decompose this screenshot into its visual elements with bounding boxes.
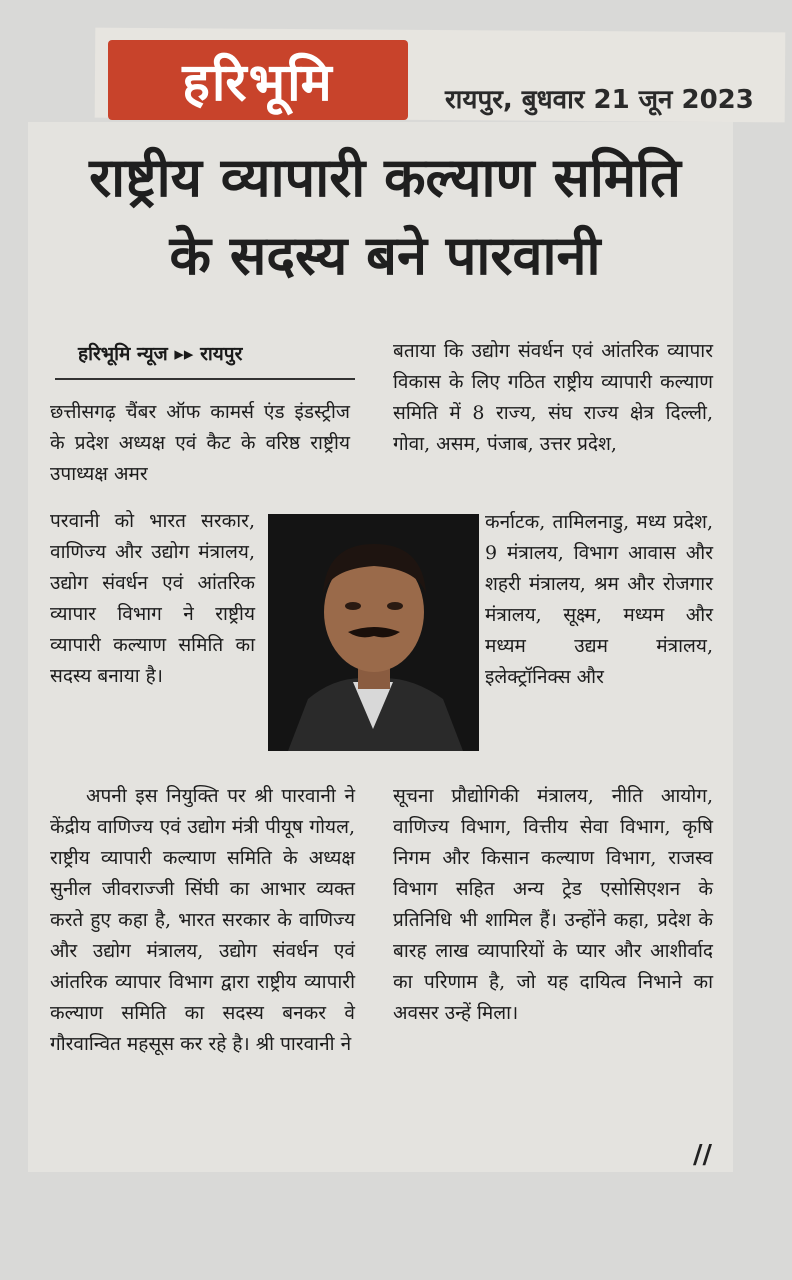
dateline: रायपुर, बुधवार 21 जून 2023 [445, 85, 754, 115]
newspaper-logo [108, 40, 408, 120]
paragraph: सूचना प्रौद्योगिकी मंत्रालय, नीति आयोग, वाणिज्य विभाग, वित्तीय सेवा विभाग, कृषि निगम और किसान कल्याण विभाग, राजस्व विभाग सहित अन्य ट्रेड एसोसिएशन के प्रतिनिधि भी शामिल हैं। उन्होंने कहा, प्रदेश के बारह लाख व्यापारियों के प्यार और आशीर्वाद का परिणाम है, जो यह दायित्व निभाने का अवसर उन्हें मिला। [393, 785, 713, 1024]
left-column-bottom [50, 781, 355, 1060]
left-column-side [50, 506, 255, 692]
headline-line-1: राष्ट्रीय व्यापारी कल्याण समिति [89, 145, 681, 209]
byline-rule [55, 378, 355, 380]
paragraph: परवानी को भारत सरकार, वाणिज्य और उद्योग मंत्रालय, उद्योग संवर्धन एवं आंतरिक व्यापार विभाग ने राष्ट्रीय व्यापारी कल्याण समिति का सदस्य बनाया है। [50, 510, 255, 687]
logo-text: हरिभूमि [182, 52, 334, 113]
portrait-illustration [268, 514, 479, 751]
paragraph: अपनी इस नियुक्ति पर श्री पारवानी ने केंद्रीय वाणिज्य एवं उद्योग मंत्री पीयूष गोयल, राष्ट्रीय व्यापारी कल्याण समिति के अध्यक्ष सुनील जीवराज्जी सिंघी का आभार व्यक्त करते हुए कहा है, भारत सरकार के वाणिज्य और उद्योग मंत्रालय, उद्योग संवर्धन एवं आंतरिक व्यापार विभाग द्वारा राष्ट्रीय व्यापारी कल्याण समिति का सदस्य बनकर वे गौरवान्वित महसूस कर रहे है। श्री पारवानी ने [50, 785, 355, 1055]
portrait-photo [268, 514, 479, 751]
right-column-bottom [393, 781, 713, 1029]
left-column-top [50, 397, 350, 490]
headline [45, 140, 725, 292]
paragraph: बताया कि उद्योग संवर्धन एवं आंतरिक व्यापार विकास के लिए गठित राष्ट्रीय व्यापारी कल्याण समिति में 8 राज्य, संघ राज्य क्षेत्र दिल्ली, गोवा, असम, पंजाब, उत्तर प्रदेश, [393, 340, 713, 455]
paragraph: कर्नाटक, तामिलनाडु, मध्य प्रदेश, 9 मंत्रालय, विभाग आवास और शहरी मंत्रालय, श्रम और रोजगार मंत्रालय, सूक्ष्म, मध्यम और मध्यम उद्यम मंत्रालय, इलेक्ट्रॉनिक्स और [485, 511, 713, 688]
byline: हरिभूमि न्यूज ▸▸ रायपुर [78, 343, 243, 365]
tick-mark: // [693, 1140, 712, 1170]
right-column-top [393, 336, 713, 460]
right-column-side [485, 507, 713, 693]
paragraph: छत्तीसगढ़ चैंबर ऑफ कामर्स एंड इंडस्ट्रीज के प्रदेश अध्यक्ष एवं कैट के वरिष्ठ राष्ट्रीय उपाध्यक्ष अमर [50, 401, 350, 485]
headline-line-2: के सदस्य बने पारवानी [169, 223, 601, 287]
